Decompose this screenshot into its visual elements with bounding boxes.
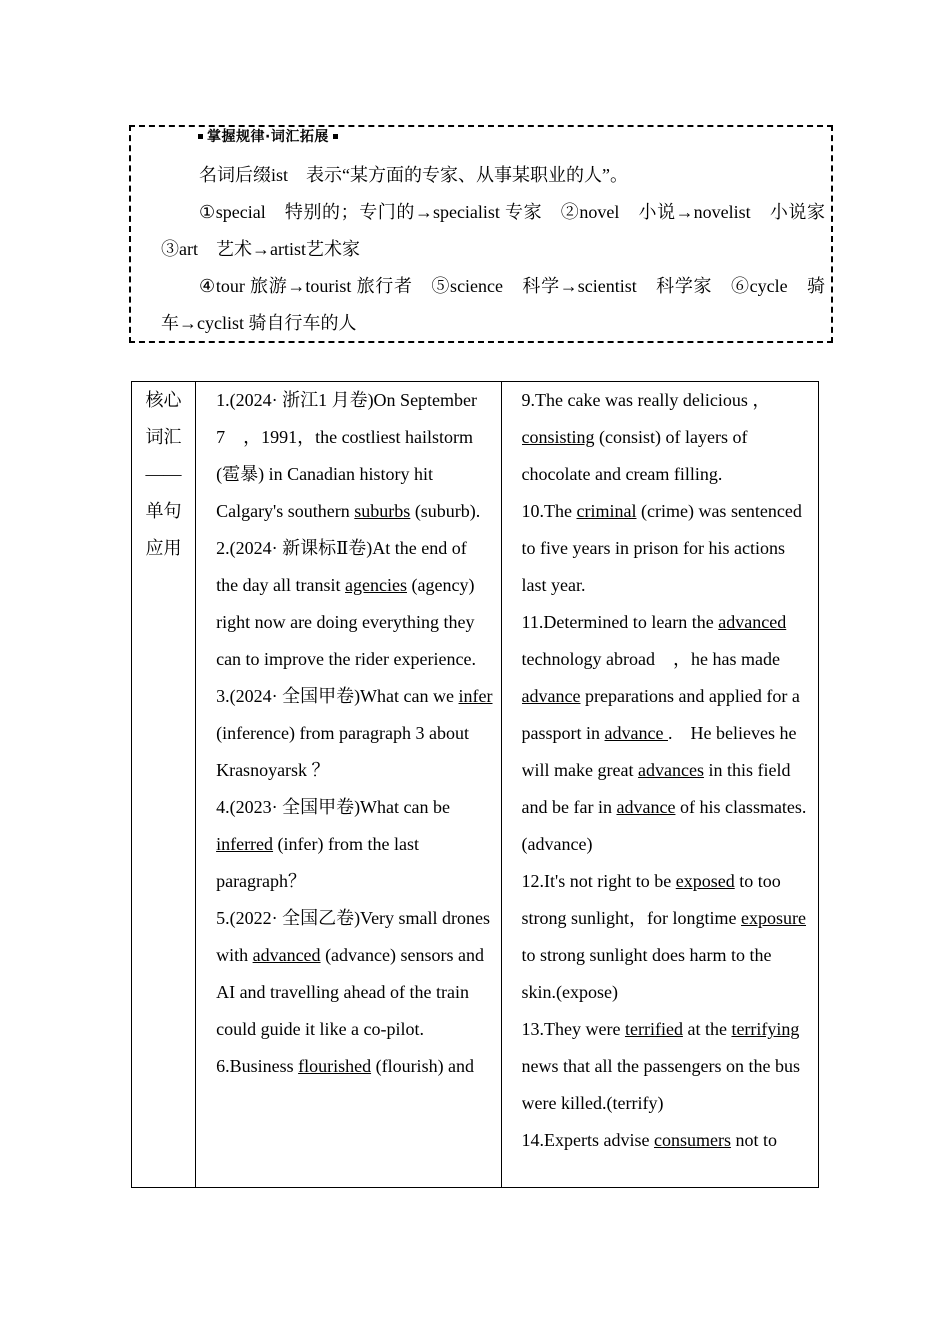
answer-word: exposure <box>741 908 806 928</box>
label-line: 核心 <box>145 390 182 410</box>
label-line: 词汇 <box>145 427 182 447</box>
exercise-item-9: 9.The cake was really delicious ，consisting (consist) of layers of chocolate and cream filling. <box>521 390 771 484</box>
exercise-item-5: 5.(2022· 全国乙卷)Very small drones with advanced (advance) sensors and AI and travelling ahead of the train could guide it like a co-pilot. <box>216 908 491 1039</box>
exercise-item-2: 2.(2024· 新课标Ⅱ卷)At the end of the day all transit agencies (agency) right now are doing everything they can to improve the rider experience. <box>216 538 476 669</box>
answer-word: advances <box>637 760 704 780</box>
exercise-item-1: 1.(2024· 浙江1 月卷)On September 7 ，1991，the costliest hailstorm (雹暴) in Canadian history hit Calgary's southern suburbs (suburb). <box>216 390 481 521</box>
exercise-item-4: 4.(2023· 全国甲卷)What can be inferred (infer) from the last paragraph？ <box>216 797 451 891</box>
answer-word: suburbs <box>354 501 411 521</box>
answer-word: agencies <box>345 575 408 595</box>
label-line: 单句 <box>145 501 182 521</box>
label-line: —— <box>145 464 182 484</box>
exercise-item-14: 14.Experts advise consumers not to <box>521 1130 777 1150</box>
answer-word: criminal <box>576 501 637 521</box>
vocabulary-rule-box <box>129 125 843 343</box>
answer-word: terrified <box>624 1019 683 1039</box>
rule-examples-line-2: ④tour 旅游→tourist 旅行者 ⑤science 科学→scientist 科学家 ⑥cycle 骑车→cyclist 骑自行车的人 <box>161 276 825 333</box>
exercise-item-3: 3.(2024· 全国甲卷)What can we infer (inference) from paragraph 3 about Krasnoyarsk ？ <box>216 686 493 780</box>
answer-word: consisting <box>521 427 595 447</box>
exercise-item-6: 6.Business flourished (flourish) and <box>216 1056 475 1076</box>
answer-word: advance <box>521 686 581 706</box>
rule-examples-line-1: ①special 特别的；专门的→specialist 专家 ②novel 小说→novelist 小说家 ③art 艺术→artist艺术家 <box>161 202 843 259</box>
exercise-item-10: 10.The criminal (crime) was sentenced to five years in prison for his actions last year. <box>521 501 802 595</box>
table-label-cell <box>132 382 196 1188</box>
exercise-item-13: 13.They were terrified at the terrifying news that all the passengers on the bus were killed.(terrify) <box>521 1019 800 1113</box>
answer-word: advanced <box>252 945 321 965</box>
exercise-item-12: 12.It's not right to be exposed to too strong sunlight，for longtime exposure to strong sunlight does harm to the skin.(expose) <box>521 871 806 1002</box>
label-line: 应用 <box>145 538 182 558</box>
answer-word: advance <box>604 723 668 743</box>
right-exercise-column <box>501 382 818 1188</box>
answer-word: advance <box>616 797 676 817</box>
exercise-item-11: 11.Determined to learn the advanced technology abroad ，he has made advance preparations and applied for a passport in advance . He believes he will make great advances in this field and be far in advance of his classmates.(advance) <box>521 612 807 854</box>
rule-intro: 名词后缀ist 表示“某方面的专家、从事某职业的人”。 <box>199 165 628 185</box>
rule-box-body <box>161 157 843 342</box>
rule-box-title: 掌握规律·词汇拓展 <box>198 127 338 147</box>
vocabulary-exercise-table <box>131 381 819 1188</box>
answer-word: consumers <box>653 1130 731 1150</box>
answer-word: exposed <box>675 871 735 891</box>
answer-word: terrifying <box>731 1019 800 1039</box>
answer-word: advanced <box>718 612 787 632</box>
answer-word: flourished <box>298 1056 372 1076</box>
left-exercise-column <box>196 382 501 1188</box>
square-bullet-icon <box>333 134 338 139</box>
answer-word: inferred <box>216 834 274 854</box>
square-bullet-icon <box>198 134 203 139</box>
answer-word: infer <box>458 686 493 706</box>
